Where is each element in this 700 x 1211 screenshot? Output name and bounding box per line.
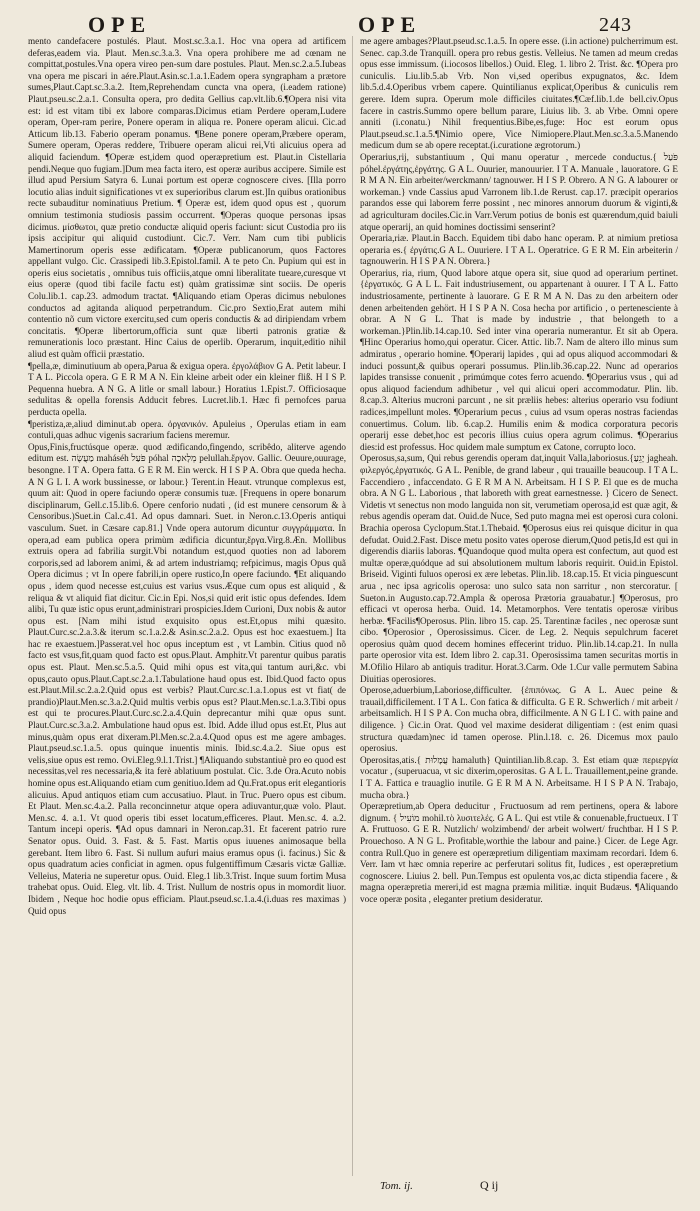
- entry-operula: ¶peristiza,æ,aliud diminut.ab opera. ὀργανικόν. Apuleius , Operulas etiam in eam contuli,quas adhuc vigenis sacrarium faciens meremur.: [28, 418, 346, 441]
- page-number: 243: [599, 14, 632, 36]
- left-column: [28, 36, 346, 1176]
- entry-operositas: Operositas,atis.{ עֲמָלוּת hamaluth} Quintilian.lib.8.cap. 3. Est etiam quæ περιεργία vocatur , (superuacua, vt sic dixerim,operositas. G A L L. Trauaillement,peine grande. I T A. Fattica e trauaglio inutile. G E R M A N. Arbeitsame. H I S P A N. Trabajo, mucha obra.}: [360, 754, 678, 800]
- entry-operosus: Operosus,sa,sum, Qui rebus gerendis operam dat,inquit Valla,laboriosus.{יָגֵעַ jagheah. φιλεργός,ἐργατικός. G A L. Penible, de grand labeur , qui trauaille beaucoup. I T A L. Faccendiero , infaccendato. G E R M A N. Arbeitsam. H I S P. El que es de mucha obra. A N G L. Laborious , that laboreth with great earnestnesse. } Cicero de Senect. Videtis vt senectus non modo languida non sit, verumetiam operosa,id est quæ agit, & rebus agendis operam dat. Ouid.de Nuce, Sed puto magna mei est operosi cura coloni. Brachia operosa Cyclopum.Stat.1.Thebaid. ¶Operosus eius rei quisque dicitur in qua defudat. Ouid.2.Fast. Disce metu posito vates operose dierum,Quod petis,Id est qui in digerendis diariis laboras. ¶Quandoque quod multa opera est confectum, aut quod est multæ operæ,quódque ad sui absolutionem multum laboris requirit. Ouid.in Epistol. Briseid. Viginti fuluos operosi ex ære lebetas. Plin.lib. 18.cap.15. Et vicia pinguescunt arua , nec ipsa agricolis operosa: uno sulco sata non sarritur , non stercoratur. [ Sueton.in Augusto.cap.72.Ampla & operosa Prætoria grauabatur.] ¶Operosus, pro efficaci vt operosa herba. Ouid. 14. Metamorphos. Vere tentatis operosæ viribus herbæ. ¶Facilis¶Operosus. Plin. libro 15. cap. 25. Tarentinæ faciles , nec operosæ sunt cibo. ¶Operosior , Operosissimus. Cicer. de Leg. 2. Nequis sepulchrum faceret operosius quàm quod decem homines effecerint triduo. Plin.lib.14.cap.21. In nulla parte operosior vita est. Idem libro 2. cap.31. Operosissima tamen securitas mortis in M.Ofilio Hilaro ab antiquis traditur. Horat.3.Carm. Ode 1.Cur valle permutem Sabina Diuitias operosiores.: [360, 453, 678, 684]
- header-left-word: OPE: [88, 12, 152, 37]
- entry-opus: Opus,Finis,fructúsque operæ. quod ædificando,fingendo, scribêdo, aliterve agendo editum est. מַעֲשֶׂה maháséh פֹּעַל póhal מְלָאכָה pelullah.ἔργον. Gallic. Oeuure,ouurage, besongne. I T A. Opera fatta. G E R M. Ein werck. H I S P A. Obra que queda hecha. A N G L I. A work bussinesse, or labour.} Terent.in Heaut. vtrunque complexus est, quum ait: Quod in opere faciundo operæ consumis tuæ. [Frequens in opere bonarum disciplinarum, Gell.c.15.lib.6. Opere cenforio nudati , (id est munere censorum & à Censoribus.)Suet.in Cal.c.41. Ad opus damnari. Suet. in Neron.c.13.Operis antiqui vasculum. Suet. in Cæsare cap.81.] Vnde opera autorum dicuntur συγγράμματα. In opera,ad eam publica opera primùm ædificia dicuntur,ἔργα.Virg.8.Æn. Mollibus extruis opera ad fabrilia surgit.Vbi notandum est,quod quoties non ad laborem corporis,sed ad laborem animi, & ad artem industriamq; refpicimus, magis Opus quã Opera dicimus ; vt In opere fabrili,in opere rustico,In opere faciundo. ¶Et aliquando opus , idem quod necesse est,cuius est varius vsus.Æque cum opus est aliquid , & reliqua & vt aliquid fiat dicitur. Cic.in Epi. Nos,si quid erit istic opus defendes. Idem alibi, Tu quæ istic opus erunt,administrari prospicies.Idem Curioni, Dux nobis & autor opus est. [Nam mihi istud exquisito opus est.Et,opus mihi quæsito. Plaut.Curc.sc.2.a.3.& iterum sc.1.a.2.& Asin.sc.2.a.2. Opus est hoc exaestuem.] Ita hac re exaestuem.]Passerat.vel hoc opus inceptum est , vt Lambin. Citius quod nõ facto est vsus,fit,quam quod facto est opus.Plaut. Amphitr.Vt parentur quibus paratis opus est. Plaut. Men.sc.5.a.5. Quid mihi opus est vita,qui tantum auri,&c. vbi opus,cauto opus.Plaut.Capt.sc.2.a.1.Tabulatione haud opus est. Ibid.Quod facto opus est.Plaut.Mil.sc.2.a.2.Quid opus est verbis? Plaut.Curc.sc.1.a.1.opus est vt fiat( de prandio)Plaut.Men.sc.3.a.2.Quid multis verbis opus est? Plaut.Men.sc.1.a.3.Tibi opus est qui te procures.Plaut.Curc.sc.2.a.4.Quin deprecantur mihi quæ opus sunt. Plaut.Curc.sc.3.a.2. Ambulatione haud opus est. Ibid. Adde illud opus est.Et, Plus aut minus,quàm opus erat dixeram.Pl.Men.sc.2.a.4.Quod opus est me agere ambages. Plaut.pseud.sc.1.a.5. opus quinque inuentis minis. Ibid.sc.4.a.2. Siue opus est velis,siue opus est remo. Ovi.Eleg.9.l.1.Trist.] ¶Aliquando substantiuè pro eo quod est necessitas,vel res necessaria,& ita ferè ablatiuum postulat. Cic. 3.de Ora.Acuto nobis homine opus est.Aliquando etiam cum genitiuo.Idem ad Qu.Frat.opus erit elegantioris alicuius. Apud antiquos etiam cum accusatiuo. Plaut. in Truc. Puero opus est cibum. Et Plaut. Men.sc.4.a.2. Palla reconcinnetur atque opera adiuvantur,quæ volo. Plaut. Men.sc. 4. a.1. Vt quod operis tibi esset locatum,efficeres. Plaut. Men.sc. 4. a.2. Tantum incepi operis. ¶Ad opus damnari in Neron.cap.31. Et facerent patrio rure Senator opus. Ouid. 3. Fast. & 5. Fast. Martis opus iuuenes animosaque bella gerebant. Item libro 6. Fast. Si nullum aufuri maius eramus opus (i. facinus.) Sic & opus quadratum acies conficiat in agmen. opus fulgentiffimum Cæsaris victæ Galliæ. Velleius, Materia ne superetur opus. Ouid. Eleg.1 lib.3.Trist. Inque suum fortim Musa trahebat opus. Ouid. Eleg. vlt. lib. 4. Trist. Nullum de nostris opus in momordit liuor. Ibidem , Neque hoc hodie opus efficiam. Plaut.pseud.sc.1.a.4.(i.duas res maximas ) Quid opus: [28, 441, 346, 916]
- right-column: [360, 36, 678, 1176]
- entry-operaria: Operaria,riæ. Plaut.in Bacch. Equidem tibi dabo hanc operam. P. at nimium pretiosa operaria es.{ ἐργάτις.G A L. Ouuriere. I T A L. Operatrice. G E R M. Ein arbeiterin / tagnouwerin. H I S P A N. Obrera.}: [360, 233, 678, 267]
- column-divider: [352, 36, 353, 1176]
- entry-opera-usage: mento candefacere postulés. Plaut. Most.sc.3.a.1. Hoc vna opera ad artificem deferas,eadem via. Plaut. Men.sc.3.a.3. Vna opera prohibere me ad cœnam ne compittat,postules.Vna opera vireo pen-sum dare postules. Plaut. Men.sc.2.a.5.Iubeas vna opera me piscari in aére.Plaut.Asin.sc.1.a.1.Eadem opera syngrapham a prætore sumes,Plaut.Capt.sc.3.a.2. Item,Reprehendam cuncta vna opera, (i.eadem ratione) Plaut.pseu.sc.2.a.1. Consulta opera, pro dedita Gellius cap.vlt.lib.6.¶Opera nisi vita est: id est vitam tibi ex labore comparas.Dicimus etiam Perdere operam,Ludere operam, Oper-ram perire, Ponere operam in aliqua re. Ponere operam alicui. Cic.ad Atticum lib.13. Faberio operam ponamus. ¶Bene ponere operam,Præbere operam, Sumere operam, Operas reddere, Tribuere operam alicui rei,Vti alicuius opera ad aliquid faciendum. ¶Operæ est,idem quod operæpretium est. Plaut.in Cistellaria pendi.Neque quo fugiam.]Dum mea facta itero, est operæ auribus accipere. Simile est illud apud Persium Satyra 6. Lunai portum est operæ cognoscere cives. [Illa porro locutio alias induit significationes vt ex superioribus clarum est.]In quibus orationibus recte subauditur nominatiuus Pretium. ¶ Operæ est, idem quod opus est , quorum omnium testimonia studiosis passim occurrent. ¶Operas quoque personas ipsas dicimus. μίσθωτοι, quæ pretio conductæ aliquid operis faciunt: sicut Custodia pro iis ipsis accipitur qui aliquid custodiunt. Cic.7. Verr. Nam cum tibi publicis Mamertinorum operis esse ædificatam. ¶Operæ publicanorum, quos Factores appellant vulgo. Cic. Crassipedi lib.3.Epistol.famil. A te peto Cn. Pupium qui est in operis eius societatis , omnibus tuis officiis,atque omni liberalitate tueare,curesque vt eius operæ (quod tibi facile factu est) quàm gratissimæ sint sociis. De operis Colu.lib.1. cap.23. admodum tractat. ¶Aliquando etiam Operas dicimus nebulones conductos ad agitanda aliquod perpetrandum. Cic.pro Sextio,Erat autem mihi contentio nõ cum victore exercitu,sed cum operis conductis & ad diripiendam vrbem concitatis. ¶Operæ libertorum,officia sunt quæ liberti patronis gratiæ & remunerationis loco præstant. Hinc Caius de operlib. Operarum, inquit,editio nihil aliud est quàm officii præstatio.: [28, 36, 346, 360]
- running-header: [28, 8, 680, 36]
- header-center-word: OPE: [358, 12, 422, 37]
- entry-operose: Operose,aduerbium,Laboriose,difficulter. {ἐπιπόνως. G A L. Auec peine & trauail,difficilement. I T A L. Con fatica & difficulta. G E R. Schwerlich / mit arbeit / arbeitsamlich. H I S P A. Con mucha obra, difficilmente. A N G L I C. with paine and diligence. } Cic.in Orat. Quod vel maxime desiderat diligentiam : (est enim quasi structura quædam)nec id tamen operose. Plin.l.18. c. 26. Dicemus mox paulo operosius.: [360, 685, 678, 754]
- volume-label: Tom. ij.: [380, 1180, 413, 1192]
- page-footer: [0, 1178, 700, 1202]
- text-columns: [28, 36, 680, 1176]
- signature-mark: Q ij: [480, 1178, 499, 1192]
- entry-operarius: Operarius,rij, substantiuum , Qui manu operatur , mercede conductus.{ פֹּעַל póhel.ἐργάτης,ἐργάτης. G A L. Ouurier, manouurier. I T A. Manuale , lauoratore. G E R M A N. Ein arbeiter/werckmann/ tagnouwer. H I S P. Obrero. A N G. A labourer or workeman.} vnde Cassius apud Varronem lib.1.de Rerust. cap.17. præcipit operarios parandos esse qui laborem ferre possint , nec minores annorum duorum & viginti,& ad agriculturam dociles.Cic.in Varr.Verum potius de bonis est quærendum,quid baiuli atque operarij, an quid homines doctissimi senserint?: [360, 151, 678, 232]
- entry-operarius-adj: Operarius, ria, rium, Quod labore atque opera sit, siue quod ad operarium pertinet. {ἐργατικός. G A L L. Fait industriusement, ou appartenant à ouurer. I T A L. Fatto industriosamente, pertinente à lauorare. G E R M A N. Das zu den arbeitern oder denen arbeitenden gehört. H I S P A N. Cosa hecha por artificio , o pertenesciente à obrar. A N G L. That is made by industrie , that belongeth to a workeman.}Plin.lib.14.cap.10. Sed inter vina operaria numerantur. Et sit ab Opera. ¶Hinc Operarius homo,qui operatur. Cicer. Attic. lib.7. Nam de altero illo minus sum admiratus , operario homine. ¶Operarij lapides , qui ad opus aliquod accommodari & induci possunt,& quibus operari possumus. Plin.lib.36.cap.22. Nunc ad operarios lapides transisse conuenit , primúmque cotes ferro acuendo. ¶Operarius vsus , qui ad opus aliquod faciendum adhibetur , vel qui alicui operi accommodatur. Plin. lib. 8.cap.3. Alterius mucroni parcunt , ne sit præliis hebes: alterius operario vsu fodiunt radices,impellunt moles. ¶Operarium pecus , cuius ad vsum operas nostras faciendas conuertimus. Colum. lib. 6.cap.2. Humilis enim & modica corporatura pecoris operarij esse debet,hoc est pecoris illius cuius opera agrum colimus. ¶Operarius dies:id est professus. Hoc quidem male sumptum ex Catone, corrupto loco.: [360, 267, 678, 452]
- entry-operaepretium: Operæpretium,ab Opera deducitur , Fructuosum ad rem pertinens, opera & labore dignum. { מוֹעִיל mohil.τὸ λυσιτελές. G A L. Qui est vtile & conuenable,fructueux. I T A. Fruttuoso. G E R. Nutzlich/ wolzimbend/ der arbeit wolwert/ fruchtbar. H I S P. Prouechoso. A N G L. Profitable,worthie the labour and paine.} Cicer. de Lege Agr. contra Rull.Quo in genere est operæpretium diligentiam maximam recordari. Idem 6. Verr. Iam vt hæc omnia reperire ac perferutari solitus fit, Iudices , est operæpretium cognoscere. Liuius 2. bell. Pun.Tempus est opulenta vos,ac dicta stipendia facere , & magna operæpretia mereri,id est magna præmia militiæ. inquit Budæus. ¶Aliquando voce operæ posita , eleganter pretium desideratur.: [360, 801, 678, 904]
- entry-opella: ¶pella,æ, diminutiuum ab opera,Parua & exigua opera. ἐργολάβιον G A. Petit labeur. I T A L. Piccola opera. G E R M A N. Ein kleine arbeit oder ein kleiner fliß. H I S P. Pequenna huebra. A N G. A litle or small labour.} Horatius 1.Epist.7. Officiosaque sedulitas & opella forensis Adducit febres. Lucret.lib.1. Hæc fi pernofces parua perducta opella.: [28, 360, 346, 417]
- entry-opus-continued: me agere ambages?Plaut.pseud.sc.1.a.5. In opere esse. (i.in actione) pulcherrimum est. Senec. cap.3.de Tranquill. opera pro rebus gestis. Velleius. Ne tamen ad meum credas opus esse immissum. (i.iocosos libellos.) Ouid. Eleg. 1. libro 2. Trist. &c. ¶Opera pro cuniculis. Liu.lib.5.ab Vrb. Non vi,sed operibus expugnatos, &c. Idem lib.5.d.4.Operibus vrbem capere. Quintilianus explicat,Operibus & cuniculis rem gerere. Idem supra. Operum mole difficiles ciuitates.¶Cæf.lib.1.de bell.civ.Opus facere in castris.Summo opere bellum parare, Liuius lib. 3. ab Vrbe. Omni opere anniti (i.conatu.) Nihil frequentius.Bibe,es,fuge: Hoc est eorum opus Plaut.pseud.sc.1.a.5.¶Nimio opere, Vice Nimiopere.Plaut.Men.sc.3.a.5.Manendo medicum dum se ab opere receptat.(i.curatione ægrotorum.): [360, 36, 678, 151]
